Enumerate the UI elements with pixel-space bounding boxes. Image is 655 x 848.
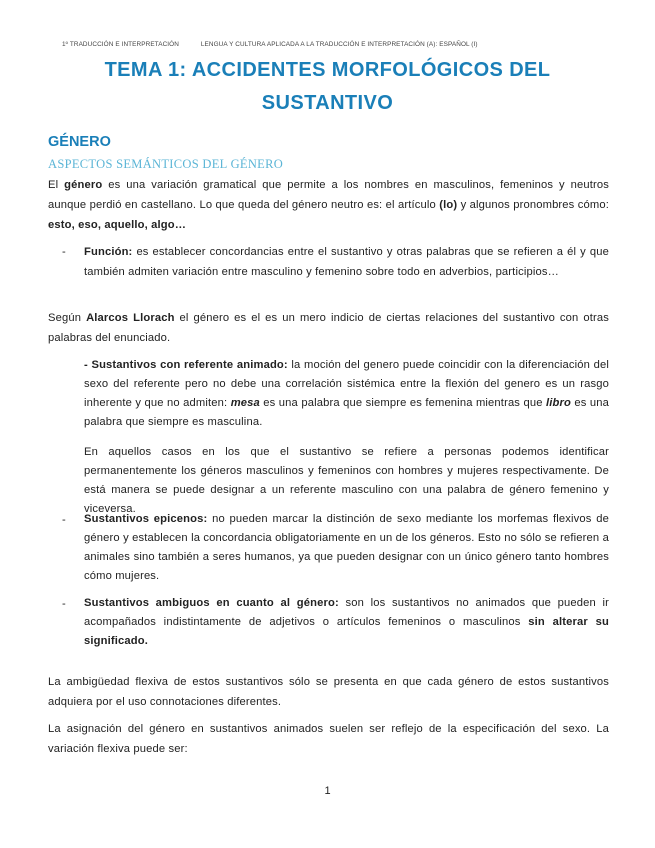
page-title	[40, 54, 615, 120]
bullet-marker: -	[62, 514, 66, 526]
section-heading: GÉNERO	[48, 134, 111, 150]
personas-paragraph: En aquellos casos en los que el sustantivo se refiere a personas podemos identificar permanentemente los géneros masculinos y femeninos con hombres y mujeres respectivamente. De está manera se puede designar a un referente masculino con una palabra de género femenino y viceversa.	[84, 446, 609, 515]
page-number: 1	[324, 785, 331, 797]
alarcos-paragraph: Según Alarcos Llorach el género es el es un mero indicio de ciertas relaciones del sustantivo con otras palabras del enunciado.	[48, 312, 609, 344]
ambiguedad-paragraph: La ambigüedad flexiva de estos sustantivos sólo se presenta en que cada género de estos sustantivos adquiera por el uso connotaciones diferentes.	[48, 676, 609, 708]
epicenos-item: Sustantivos epicenos: no pueden marcar la distinción de sexo mediante los morfemas flexivos de género y establecen la concordancia obligatoriamente en un de los géneros. Esto no sólo se refieren a animales sino también a seres humanos, ya que pueden designar con un único género tanto hombres cómo mujeres.	[84, 513, 609, 582]
asignacion-paragraph: La asignación del género en sustantivos animados suelen ser reflejo de la especificación del sexo. La variación flexiva puede ser:	[48, 723, 609, 755]
bullet-marker: -	[62, 598, 66, 610]
funcion-item: Función: es establecer concordancias entre el sustantivo y otras palabras que se refieren a él y que también admiten variación entre masculino y femenino sobre todo en adverbios, participios…	[84, 246, 609, 278]
running-header	[62, 41, 622, 48]
animado-paragraph: - Sustantivos con referente animado: la moción del genero puede coincidir con la diferenciación del sexo del referente pero no debe una correlación sistémica entre la flexión del genero es un rasgo inherente y que no admiten: mesa es una palabra que siempre es femenina mientras que libro es una palabra que siempre es masculina.	[84, 359, 610, 428]
subsection-heading: ASPECTOS SEMÁNTICOS DEL GÉNERO	[48, 157, 284, 171]
ambiguos-item: Sustantivos ambiguos en cuanto al género: son los sustantivos no animados que pueden ir acompañados indistintamente de adjetivos o artículos femeninos o masculinos sin alterar su significado.	[84, 597, 609, 647]
title-line-2: SUSTANTIVO	[261, 92, 394, 114]
title-line-1: TEMA 1: ACCIDENTES MORFOLÓGICOS DEL	[104, 59, 551, 81]
intro-paragraph: El género es una variación gramatical que permite a los nombres en masculinos, femeninos y neutros aunque perdió en castellano. Lo que queda del género neutro es: el artículo (lo) y algunos pronombres cómo: esto, eso, aquello, algo…	[48, 179, 609, 231]
bullet-marker: -	[62, 246, 66, 258]
header-subject: LENGUA Y CULTURA APLICADA A LA TRADUCCIÓN E INTERPRETACIÓN (A): ESPAÑOL (I)	[200, 41, 478, 48]
header-course: 1º TRADUCCIÓN E INTERPRETACIÓN	[62, 41, 179, 48]
